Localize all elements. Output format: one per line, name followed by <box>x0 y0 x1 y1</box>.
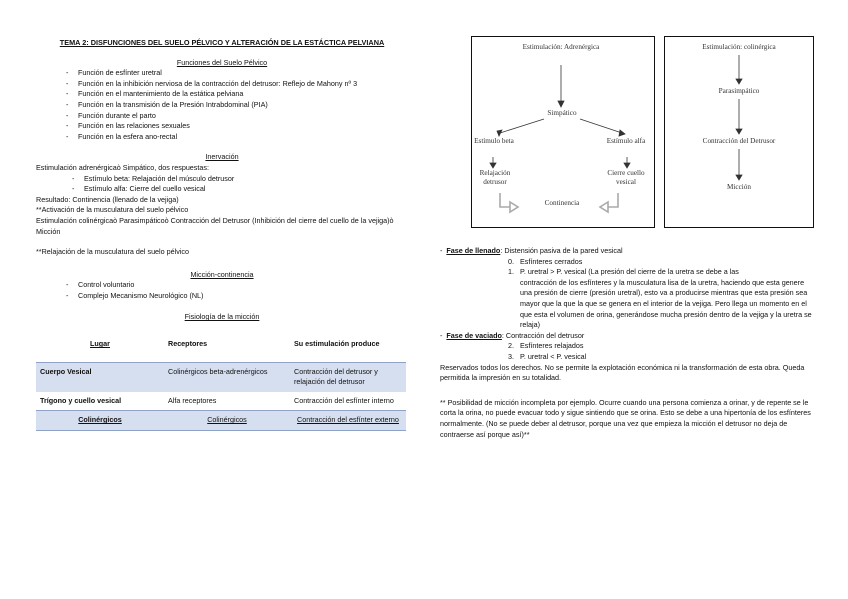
list-item: - Estímulo beta: Relajación del músculo detrusor <box>72 174 408 185</box>
diagram-continence-label: Continencia <box>544 199 580 207</box>
table-cell: Contracción del detrusor y relajación del detrusor <box>290 362 406 392</box>
miccion-heading: Micción-continencia <box>190 269 254 279</box>
table-cell: Colinérgicos <box>36 411 164 431</box>
list-item <box>440 352 812 363</box>
column-header: Lugar <box>90 339 110 349</box>
diagram2-contraction-label: Contracción del Detrusor <box>702 137 776 145</box>
list-item: - Función durante el parto <box>66 111 408 122</box>
list-item: - Estímulo alfa: Cierre del cuello vesical <box>72 184 408 195</box>
activacion-text: **Activación de la musculatura del suelo pélvico <box>36 205 189 215</box>
list-text: P. uretral < P. vesical <box>520 351 587 361</box>
list-item <box>440 257 812 268</box>
inervacion-sublist <box>36 174 408 195</box>
list-number: 3. <box>508 351 514 361</box>
list-item: - Función en la esfera ano-rectal <box>66 132 408 143</box>
table-cell: Trígono y cuello vesical <box>40 395 122 405</box>
diagram-alpha-label: Estímulo alfa <box>606 137 646 145</box>
column-header: Su estimulación produce <box>294 339 380 349</box>
diagram2-top-label: Estimulación: colinérgica <box>702 43 776 51</box>
column-header: Receptores <box>168 339 208 349</box>
funciones-list <box>36 68 408 142</box>
list-item: - Control voluntario <box>66 280 408 291</box>
llenado-desc: : Distensión pasiva de la pared vesical <box>500 246 623 255</box>
table-cell: Contracción del esfínter externo <box>290 411 406 431</box>
list-item: - Función en la inhibición nerviosa de la contracción del detrusor: Reflejo de Mahony nº 3 <box>66 79 408 90</box>
table-row <box>36 392 406 411</box>
table-cell: Alfa receptores <box>168 395 217 405</box>
diagram2-parasympathetic-label: Parasimpático <box>718 87 760 95</box>
table-cell: Colinérgicos <box>164 411 290 431</box>
table-row <box>36 411 406 431</box>
list-number: 1. <box>508 267 514 277</box>
right-column <box>440 246 812 440</box>
list-item: - Función de esfínter uretral <box>66 68 408 79</box>
table-row <box>36 362 406 392</box>
llenado-label: Fase de llenado <box>446 246 501 255</box>
rights-notice: Reservados todos los derechos. No se permite la explotación económica ni la transformación de esta obra. Queda permitida la impresión en su totalidad. <box>440 362 805 383</box>
diagram-close-label: Cierre cuello vesical <box>607 169 645 186</box>
llenado-line: - Fase de llenado: Distensión pasiva de la pared vesical <box>440 246 623 255</box>
resultado-text: Resultado: Continencia (llenado de la vejiga) <box>36 194 179 204</box>
footnote: ** Posibilidad de micción incompleta por ejemplo. Ocurre cuando una persona comienza a orinar, y de repente se le corta la orina, no puede evacuar todo y sigue sintiendo que se orina. Esto se debe a una hipertonía de los esfínteres normalmente. (No se puede deber al detrusor, porque una vez que empieza la micción el detrusor no deja de contraerse así porque así)** <box>440 397 811 439</box>
list-item <box>440 267 812 278</box>
list-item: - Función en las relaciones sexuales <box>66 121 408 132</box>
list-text: Esfínteres relajados <box>520 341 584 351</box>
table-cell: Colinérgicos beta-adrenérgicos <box>164 362 290 392</box>
document-title: TEMA 2: DISFUNCIONES DEL SUELO PÉLVICO Y ALTERACIÓN DE LA ESTÁCTICA PELVIANA <box>59 38 385 47</box>
vaciado-line: - Fase de vaciado: Contracción del detrusor <box>440 330 585 340</box>
diagram-arrows <box>472 37 654 227</box>
list-item: - Función en el mantenimiento de la estática pelviana <box>66 89 408 100</box>
left-column <box>36 38 408 431</box>
diagram-relax-label: Relajación detrusor <box>479 169 511 186</box>
list-number: 0. <box>508 256 514 266</box>
diagram-beta-label: Estímulo beta <box>474 137 514 145</box>
list-item: - Complejo Mecanismo Neurológico (NL) <box>66 291 408 302</box>
relajacion-text: **Relajación de la musculatura del suelo pélvico <box>36 247 190 257</box>
list-item: - Función en la transmisión de la Presión Intrabdominal (PIA) <box>66 100 408 111</box>
fisiologia-table <box>36 329 406 431</box>
table-cell: Cuerpo Vesical <box>36 362 164 392</box>
fisiologia-heading: Fisiología de la micción <box>184 312 260 322</box>
list-number: 2. <box>508 341 514 351</box>
list-item-continued: contracción de los esfínteres y la musculatura lisa de la uretra, haciendo que esta genere una presión de cierre (presión uretral), esto va a producirse mientras que esta presión sea mayor que la que la que se genera en el interior de la vejiga. Pero llega un momento en el que esta el volumen de orina, generándose mucha presión dentro de la vejiga y la uretra se relaja) <box>520 277 812 330</box>
diagram2-arrows <box>665 37 813 227</box>
cholinergic-diagram <box>664 36 814 228</box>
diagram2-micturition-label: Micción <box>727 183 751 191</box>
list-text: P. uretral > P. vesical (La presión del cierre de la uretra se debe a las <box>520 267 739 277</box>
table-header-row <box>36 329 406 362</box>
vaciado-label: Fase de vaciado <box>446 330 502 340</box>
inervacion-heading: Inervación <box>205 152 239 162</box>
vaciado-desc: : Contracción del detrusor <box>501 330 585 340</box>
diagram-sympathetic-label: Simpático <box>547 109 577 117</box>
table-cell: Contracción del esfínter interno <box>294 395 394 405</box>
funciones-heading: Funciones del Suelo Pélvico <box>176 57 268 67</box>
miccion-list <box>36 280 408 301</box>
colinergica-text: Estimulación colinérgicaò Parasimpáticoò Contracción del Detrusor (Inhibición del cierre del cuello de la vejiga)ò Micción <box>36 215 394 236</box>
diagram-top-label: Estimulación: Adrenérgica <box>522 43 600 51</box>
list-item <box>440 341 812 352</box>
inervacion-line: Estimulación adrenérgicaò Simpático, dos respuestas: <box>36 162 209 172</box>
list-text: Esfínteres cerrados <box>520 256 583 266</box>
adrenergic-diagram <box>471 36 655 228</box>
